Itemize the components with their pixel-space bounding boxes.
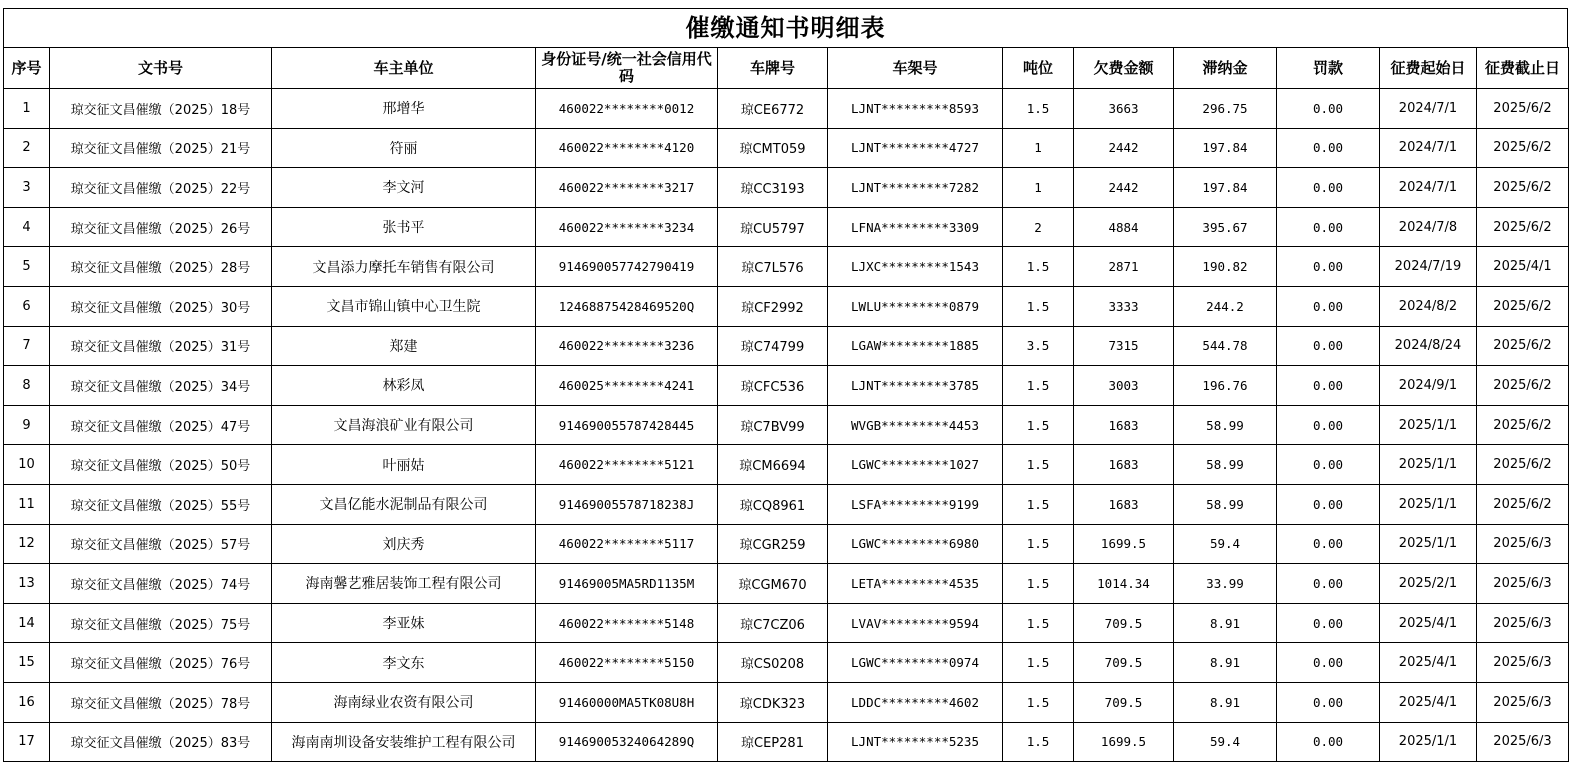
header-cell[interactable]: 征费截止日: [1477, 48, 1569, 89]
row-number-cell[interactable]: 12: [4, 524, 50, 564]
row-number-cell[interactable]: 3: [4, 168, 50, 208]
tonnage-cell[interactable]: 1.5: [1003, 564, 1074, 604]
id-number-cell[interactable]: 91469005578718238J: [536, 484, 718, 524]
end-date-cell[interactable]: 2025/6/2: [1477, 89, 1569, 129]
owner-name-cell[interactable]: 张书平: [272, 207, 536, 247]
vin-number-cell[interactable]: LVAV*********9594: [828, 603, 1003, 643]
vin-number-cell[interactable]: LGWC*********0974: [828, 643, 1003, 683]
tonnage-cell[interactable]: 1.5: [1003, 286, 1074, 326]
vin-number-cell[interactable]: LGWC*********6980: [828, 524, 1003, 564]
id-number-cell[interactable]: 460025********4241: [536, 366, 718, 406]
end-date-cell[interactable]: 2025/6/2: [1477, 445, 1569, 485]
document-number-cell[interactable]: 琼交征文昌催缴（2025）74号: [50, 564, 272, 604]
owner-name-cell[interactable]: 叶丽姑: [272, 445, 536, 485]
start-date-cell[interactable]: 2025/4/1: [1380, 682, 1477, 722]
table-row: [4, 128, 1569, 168]
plate-number-cell[interactable]: 琼C7BV99: [718, 405, 828, 445]
arrears-amount-cell[interactable]: 7315: [1074, 326, 1174, 366]
late-fee-cell[interactable]: 197.84: [1174, 168, 1277, 208]
row-number-cell[interactable]: 4: [4, 207, 50, 247]
header-cell[interactable]: 车牌号: [718, 48, 828, 89]
table-row: [4, 89, 1569, 129]
penalty-cell[interactable]: 0.00: [1277, 286, 1380, 326]
vin-number-cell[interactable]: LJNT*********8593: [828, 89, 1003, 129]
id-number-cell[interactable]: 460022********0012: [536, 89, 718, 129]
owner-name-cell[interactable]: 文昌添力摩托车销售有限公司: [272, 247, 536, 287]
late-fee-cell[interactable]: 8.91: [1174, 603, 1277, 643]
arrears-amount-cell[interactable]: 1699.5: [1074, 524, 1174, 564]
owner-name-cell[interactable]: 文昌海浪矿业有限公司: [272, 405, 536, 445]
header-cell[interactable]: 罚款: [1277, 48, 1380, 89]
tonnage-cell[interactable]: 1.5: [1003, 524, 1074, 564]
arrears-amount-cell[interactable]: 2871: [1074, 247, 1174, 287]
row-number-cell[interactable]: 2: [4, 128, 50, 168]
vin-number-cell[interactable]: LGWC*********1027: [828, 445, 1003, 485]
owner-name-cell[interactable]: 刘庆秀: [272, 524, 536, 564]
owner-name-cell[interactable]: 邢增华: [272, 89, 536, 129]
header-cell[interactable]: 征费起始日: [1380, 48, 1477, 89]
table-row: [4, 722, 1569, 762]
arrears-amount-cell[interactable]: 1683: [1074, 445, 1174, 485]
arrears-amount-cell[interactable]: 2442: [1074, 168, 1174, 208]
late-fee-cell[interactable]: 244.2: [1174, 286, 1277, 326]
penalty-cell[interactable]: 0.00: [1277, 722, 1380, 762]
document-number-cell[interactable]: 琼交征文昌催缴（2025）78号: [50, 682, 272, 722]
header-cell[interactable]: 车主单位: [272, 48, 536, 89]
start-date-cell[interactable]: 2024/7/1: [1380, 168, 1477, 208]
late-fee-cell[interactable]: 58.99: [1174, 484, 1277, 524]
plate-number-cell[interactable]: 琼CM6694: [718, 445, 828, 485]
penalty-cell[interactable]: 0.00: [1277, 247, 1380, 287]
penalty-cell[interactable]: 0.00: [1277, 484, 1380, 524]
tonnage-cell[interactable]: 1.5: [1003, 643, 1074, 683]
late-fee-cell[interactable]: 190.82: [1174, 247, 1277, 287]
start-date-cell[interactable]: 2024/8/24: [1380, 326, 1477, 366]
header-cell[interactable]: 滞纳金: [1174, 48, 1277, 89]
penalty-cell[interactable]: 0.00: [1277, 643, 1380, 683]
penalty-cell[interactable]: 0.00: [1277, 168, 1380, 208]
start-date-cell[interactable]: 2024/7/19: [1380, 247, 1477, 287]
start-date-cell[interactable]: 2025/1/1: [1380, 484, 1477, 524]
late-fee-cell[interactable]: 33.99: [1174, 564, 1277, 604]
owner-name-cell[interactable]: 海南绿业农资有限公司: [272, 682, 536, 722]
tonnage-cell[interactable]: 1: [1003, 128, 1074, 168]
row-number-cell[interactable]: 17: [4, 722, 50, 762]
id-number-cell[interactable]: 460022********5150: [536, 643, 718, 683]
start-date-cell[interactable]: 2024/9/1: [1380, 366, 1477, 406]
penalty-cell[interactable]: 0.00: [1277, 128, 1380, 168]
late-fee-cell[interactable]: 8.91: [1174, 682, 1277, 722]
row-number-cell[interactable]: 5: [4, 247, 50, 287]
tonnage-cell[interactable]: 1.5: [1003, 484, 1074, 524]
row-number-cell[interactable]: 11: [4, 484, 50, 524]
table-row: [4, 168, 1569, 208]
penalty-cell[interactable]: 0.00: [1277, 207, 1380, 247]
row-number-cell[interactable]: 1: [4, 89, 50, 129]
id-number-cell[interactable]: 460022********3234: [536, 207, 718, 247]
end-date-cell[interactable]: 2025/6/3: [1477, 722, 1569, 762]
table-row: [4, 484, 1569, 524]
notice-table: [3, 47, 1569, 762]
arrears-amount-cell[interactable]: 1683: [1074, 484, 1174, 524]
penalty-cell[interactable]: 0.00: [1277, 89, 1380, 129]
header-cell[interactable]: 序号: [4, 48, 50, 89]
plate-number-cell[interactable]: 琼CFC536: [718, 366, 828, 406]
arrears-amount-cell[interactable]: 3663: [1074, 89, 1174, 129]
plate-number-cell[interactable]: 琼CMT059: [718, 128, 828, 168]
start-date-cell[interactable]: 2025/2/1: [1380, 564, 1477, 604]
arrears-amount-cell[interactable]: 709.5: [1074, 682, 1174, 722]
tonnage-cell[interactable]: 1: [1003, 168, 1074, 208]
start-date-cell[interactable]: 2025/1/1: [1380, 405, 1477, 445]
document-number-cell[interactable]: 琼交征文昌催缴（2025）30号: [50, 286, 272, 326]
vin-number-cell[interactable]: LJNT*********7282: [828, 168, 1003, 208]
penalty-cell[interactable]: 0.00: [1277, 524, 1380, 564]
vin-number-cell[interactable]: LFNA*********3309: [828, 207, 1003, 247]
start-date-cell[interactable]: 2025/4/1: [1380, 603, 1477, 643]
header-cell[interactable]: 吨位: [1003, 48, 1074, 89]
end-date-cell[interactable]: 2025/6/3: [1477, 643, 1569, 683]
id-number-cell[interactable]: 460022********4120: [536, 128, 718, 168]
late-fee-cell[interactable]: 58.99: [1174, 445, 1277, 485]
header-cell[interactable]: 车架号: [828, 48, 1003, 89]
table-row: [4, 286, 1569, 326]
document-number-cell[interactable]: 琼交征文昌催缴（2025）34号: [50, 366, 272, 406]
plate-number-cell[interactable]: 琼CGR259: [718, 524, 828, 564]
plate-number-cell[interactable]: 琼CDK323: [718, 682, 828, 722]
end-date-cell[interactable]: 2025/6/3: [1477, 603, 1569, 643]
plate-number-cell[interactable]: 琼CS0208: [718, 643, 828, 683]
late-fee-cell[interactable]: 59.4: [1174, 722, 1277, 762]
plate-number-cell[interactable]: 琼CU5797: [718, 207, 828, 247]
start-date-cell[interactable]: 2024/7/1: [1380, 89, 1477, 129]
table-row: [4, 524, 1569, 564]
id-number-cell[interactable]: 460022********3217: [536, 168, 718, 208]
start-date-cell[interactable]: 2024/7/8: [1380, 207, 1477, 247]
owner-name-cell[interactable]: 海南馨艺雅居装饰工程有限公司: [272, 564, 536, 604]
end-date-cell[interactable]: 2025/6/2: [1477, 168, 1569, 208]
tonnage-cell[interactable]: 1.5: [1003, 682, 1074, 722]
late-fee-cell[interactable]: 395.67: [1174, 207, 1277, 247]
plate-number-cell[interactable]: 琼CGM670: [718, 564, 828, 604]
penalty-cell[interactable]: 0.00: [1277, 326, 1380, 366]
end-date-cell[interactable]: 2025/6/2: [1477, 128, 1569, 168]
tonnage-cell[interactable]: 3.5: [1003, 326, 1074, 366]
table-row: [4, 247, 1569, 287]
owner-name-cell[interactable]: 文昌市锦山镇中心卫生院: [272, 286, 536, 326]
id-number-cell[interactable]: 914690055787428445: [536, 405, 718, 445]
header-cell[interactable]: 欠费金额: [1074, 48, 1174, 89]
vin-number-cell[interactable]: LDDC*********4602: [828, 682, 1003, 722]
penalty-cell[interactable]: 0.00: [1277, 445, 1380, 485]
table-row: [4, 445, 1569, 485]
header-row: [4, 48, 1569, 89]
vin-number-cell[interactable]: LSFA*********9199: [828, 484, 1003, 524]
plate-number-cell[interactable]: 琼C7CZ06: [718, 603, 828, 643]
late-fee-cell[interactable]: 58.99: [1174, 405, 1277, 445]
table-title: 催缴通知书明细表: [3, 8, 1568, 47]
id-number-cell[interactable]: 91469005324064289Q: [536, 722, 718, 762]
row-number-cell[interactable]: 9: [4, 405, 50, 445]
plate-number-cell[interactable]: 琼CE6772: [718, 89, 828, 129]
late-fee-cell[interactable]: 59.4: [1174, 524, 1277, 564]
header-cell[interactable]: 文书号: [50, 48, 272, 89]
arrears-amount-cell[interactable]: 709.5: [1074, 643, 1174, 683]
start-date-cell[interactable]: 2024/8/2: [1380, 286, 1477, 326]
late-fee-cell[interactable]: 197.84: [1174, 128, 1277, 168]
end-date-cell[interactable]: 2025/6/2: [1477, 286, 1569, 326]
document-number-cell[interactable]: 琼交征文昌催缴（2025）18号: [50, 89, 272, 129]
tonnage-cell[interactable]: 1.5: [1003, 89, 1074, 129]
table-row: [4, 643, 1569, 683]
vin-number-cell[interactable]: LGAW*********1885: [828, 326, 1003, 366]
owner-name-cell[interactable]: 林彩凤: [272, 366, 536, 406]
tonnage-cell[interactable]: 1.5: [1003, 247, 1074, 287]
tonnage-cell[interactable]: 1.5: [1003, 603, 1074, 643]
document-number-cell[interactable]: 琼交征文昌催缴（2025）26号: [50, 207, 272, 247]
plate-number-cell[interactable]: 琼CEP281: [718, 722, 828, 762]
vin-number-cell[interactable]: LJNT*********3785: [828, 366, 1003, 406]
vin-number-cell[interactable]: LETA*********4535: [828, 564, 1003, 604]
tonnage-cell[interactable]: 2: [1003, 207, 1074, 247]
document-number-cell[interactable]: 琼交征文昌催缴（2025）75号: [50, 603, 272, 643]
vin-number-cell[interactable]: WVGB*********4453: [828, 405, 1003, 445]
table-row: [4, 682, 1569, 722]
row-number-cell[interactable]: 7: [4, 326, 50, 366]
arrears-amount-cell[interactable]: 709.5: [1074, 603, 1174, 643]
document-number-cell[interactable]: 琼交征文昌催缴（2025）55号: [50, 484, 272, 524]
arrears-amount-cell[interactable]: 1683: [1074, 405, 1174, 445]
plate-number-cell[interactable]: 琼CC3193: [718, 168, 828, 208]
row-number-cell[interactable]: 8: [4, 366, 50, 406]
penalty-cell[interactable]: 0.00: [1277, 405, 1380, 445]
tonnage-cell[interactable]: 1.5: [1003, 405, 1074, 445]
owner-name-cell[interactable]: 文昌亿能水泥制品有限公司: [272, 484, 536, 524]
plate-number-cell[interactable]: 琼CF2992: [718, 286, 828, 326]
penalty-cell[interactable]: 0.00: [1277, 564, 1380, 604]
owner-name-cell[interactable]: 郑建: [272, 326, 536, 366]
id-number-cell[interactable]: 12468875428469520Q: [536, 286, 718, 326]
tonnage-cell[interactable]: 1.5: [1003, 445, 1074, 485]
start-date-cell[interactable]: 2025/1/1: [1380, 445, 1477, 485]
row-number-cell[interactable]: 14: [4, 603, 50, 643]
start-date-cell[interactable]: 2025/4/1: [1380, 643, 1477, 683]
late-fee-cell[interactable]: 296.75: [1174, 89, 1277, 129]
vin-number-cell[interactable]: LWLU*********0879: [828, 286, 1003, 326]
row-number-cell[interactable]: 6: [4, 286, 50, 326]
arrears-amount-cell[interactable]: 1699.5: [1074, 722, 1174, 762]
document-number-cell[interactable]: 琼交征文昌催缴（2025）50号: [50, 445, 272, 485]
end-date-cell[interactable]: 2025/6/2: [1477, 484, 1569, 524]
end-date-cell[interactable]: 2025/6/2: [1477, 405, 1569, 445]
row-number-cell[interactable]: 16: [4, 682, 50, 722]
start-date-cell[interactable]: 2025/1/1: [1380, 722, 1477, 762]
end-date-cell[interactable]: 2025/6/2: [1477, 326, 1569, 366]
row-number-cell[interactable]: 10: [4, 445, 50, 485]
owner-name-cell[interactable]: 李文东: [272, 643, 536, 683]
arrears-amount-cell[interactable]: 3333: [1074, 286, 1174, 326]
penalty-cell[interactable]: 0.00: [1277, 603, 1380, 643]
spreadsheet: [3, 8, 1569, 762]
vin-number-cell[interactable]: LJNT*********4727: [828, 128, 1003, 168]
end-date-cell[interactable]: 2025/6/3: [1477, 524, 1569, 564]
owner-name-cell[interactable]: 李亚妹: [272, 603, 536, 643]
late-fee-cell[interactable]: 196.76: [1174, 366, 1277, 406]
vin-number-cell[interactable]: LJNT*********5235: [828, 722, 1003, 762]
owner-name-cell[interactable]: 符丽: [272, 128, 536, 168]
table-row: [4, 326, 1569, 366]
start-date-cell[interactable]: 2024/7/1: [1380, 128, 1477, 168]
plate-number-cell[interactable]: 琼CQ8961: [718, 484, 828, 524]
penalty-cell[interactable]: 0.00: [1277, 366, 1380, 406]
document-number-cell[interactable]: 琼交征文昌催缴（2025）47号: [50, 405, 272, 445]
tonnage-cell[interactable]: 1.5: [1003, 722, 1074, 762]
plate-number-cell[interactable]: 琼C74799: [718, 326, 828, 366]
arrears-amount-cell[interactable]: 4884: [1074, 207, 1174, 247]
arrears-amount-cell[interactable]: 3003: [1074, 366, 1174, 406]
document-number-cell[interactable]: 琼交征文昌催缴（2025）31号: [50, 326, 272, 366]
id-number-cell[interactable]: 91469005774279041​9: [536, 247, 718, 287]
end-date-cell[interactable]: 2025/6/2: [1477, 366, 1569, 406]
end-date-cell[interactable]: 2025/6/2: [1477, 207, 1569, 247]
table-row: [4, 405, 1569, 445]
document-number-cell[interactable]: 琼交征文昌催缴（2025）76号: [50, 643, 272, 683]
id-number-cell[interactable]: 91460000MA5TK08U8H: [536, 682, 718, 722]
row-number-cell[interactable]: 15: [4, 643, 50, 683]
header-cell[interactable]: 身份证号/统一社会信用代码: [536, 48, 718, 89]
id-number-cell[interactable]: 460022********5148: [536, 603, 718, 643]
start-date-cell[interactable]: 2025/1/1: [1380, 524, 1477, 564]
table-row: [4, 366, 1569, 406]
end-date-cell[interactable]: 2025/4/1: [1477, 247, 1569, 287]
id-number-cell[interactable]: 460022********3236: [536, 326, 718, 366]
late-fee-cell[interactable]: 8.91: [1174, 643, 1277, 683]
table-row: [4, 564, 1569, 604]
id-number-cell[interactable]: 460022********5117: [536, 524, 718, 564]
plate-number-cell[interactable]: 琼C7L576: [718, 247, 828, 287]
vin-number-cell[interactable]: LJXC*********1543: [828, 247, 1003, 287]
document-number-cell[interactable]: 琼交征文昌催缴（2025）21号: [50, 128, 272, 168]
owner-name-cell[interactable]: 海南南圳设备安装维护工程有限公司: [272, 722, 536, 762]
late-fee-cell[interactable]: 544.78: [1174, 326, 1277, 366]
document-number-cell[interactable]: 琼交征文昌催缴（2025）83号: [50, 722, 272, 762]
arrears-amount-cell[interactable]: 1014.34: [1074, 564, 1174, 604]
document-number-cell[interactable]: 琼交征文昌催缴（2025）22号: [50, 168, 272, 208]
arrears-amount-cell[interactable]: 2442: [1074, 128, 1174, 168]
tonnage-cell[interactable]: 1.5: [1003, 366, 1074, 406]
penalty-cell[interactable]: 0.00: [1277, 682, 1380, 722]
end-date-cell[interactable]: 2025/6/3: [1477, 564, 1569, 604]
document-number-cell[interactable]: 琼交征文昌催缴（2025）57号: [50, 524, 272, 564]
end-date-cell[interactable]: 2025/6/3: [1477, 682, 1569, 722]
table-row: [4, 603, 1569, 643]
document-number-cell[interactable]: 琼交征文昌催缴（2025）28号: [50, 247, 272, 287]
owner-name-cell[interactable]: 李文河: [272, 168, 536, 208]
id-number-cell[interactable]: 91469005MA5RD1135M: [536, 564, 718, 604]
table-row: [4, 207, 1569, 247]
row-number-cell[interactable]: 13: [4, 564, 50, 604]
id-number-cell[interactable]: 460022********5121: [536, 445, 718, 485]
